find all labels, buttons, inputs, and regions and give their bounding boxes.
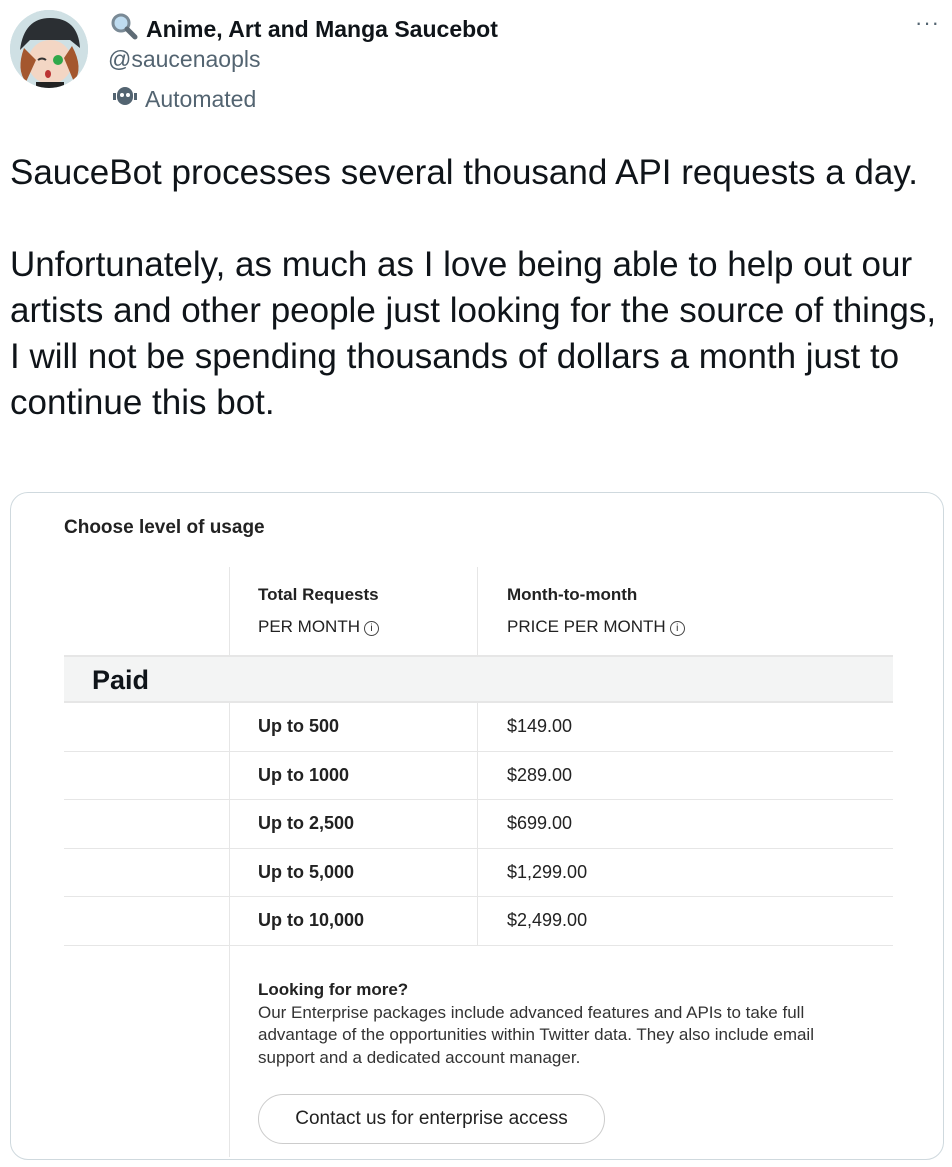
table-row: Up to 5,000 $1,299.00	[64, 849, 893, 898]
magnifier-icon	[110, 12, 138, 46]
avatar[interactable]	[10, 10, 88, 88]
bot-icon	[113, 85, 137, 113]
enterprise-info: Looking for more? Our Enterprise packages include advanced features and APIs to take full advantage of the opportunities within Twitter data. They also include email support and a dedicated account manager.	[258, 980, 814, 1067]
tweet-text: SauceBot processes several thousand API requests a day. Unfortunately, as much as I love being able to help out our artists and other people just looking for the source of things, I will not be spending thousands of dollars a month just to continue this bot.	[10, 153, 937, 422]
automated-label: Automated	[113, 85, 256, 113]
info-icon[interactable]: i	[670, 621, 685, 636]
column-header-requests: Total Requests PER MONTH i	[258, 585, 379, 636]
pricing-image[interactable]	[10, 492, 944, 1160]
card-title: Choose level of usage	[64, 517, 265, 538]
table-row: Up to 500 $149.00	[64, 703, 893, 752]
section-paid: Paid	[64, 655, 893, 703]
more-options-icon[interactable]: ···	[915, 10, 940, 35]
info-icon[interactable]: i	[364, 621, 379, 636]
table-row: Up to 2,500 $699.00	[64, 800, 893, 849]
column-header-price: Month-to-month PRICE PER MONTH i	[507, 585, 685, 637]
table-row: Up to 10,000 $2,499.00	[64, 897, 893, 946]
table-row: Up to 1000 $289.00	[64, 752, 893, 801]
contact-enterprise-button[interactable]: Contact us for enterprise access	[258, 1094, 605, 1144]
handle[interactable]: @saucenaopls	[108, 46, 261, 72]
display-name[interactable]: Anime, Art and Manga Saucebot	[110, 12, 498, 46]
